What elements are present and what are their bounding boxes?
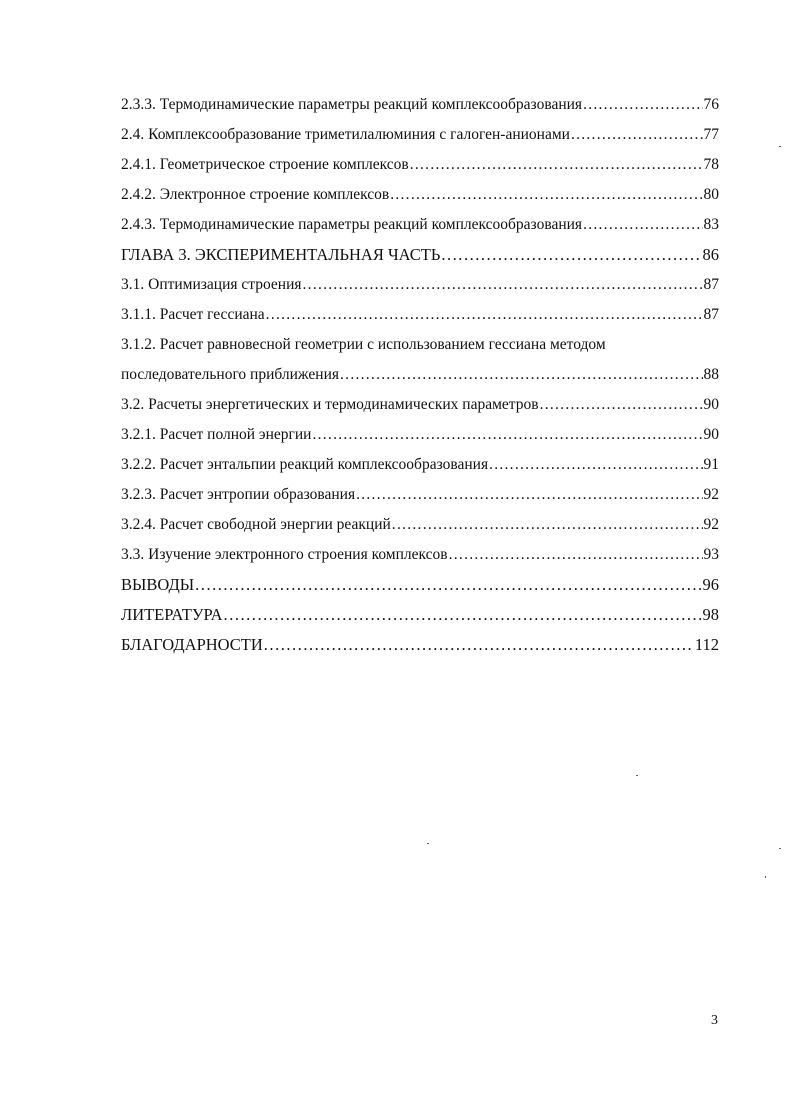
dot-leader	[303, 270, 703, 300]
dot-leader	[441, 240, 701, 270]
toc-entry-title: ВЫВОДЫ	[121, 575, 195, 594]
toc-entry	[121, 270, 719, 300]
toc-entry-chapter	[121, 600, 719, 630]
toc-entry-page: 87	[703, 276, 719, 293]
toc-entry-first-line	[121, 330, 719, 360]
toc-entry	[121, 390, 719, 420]
toc-entry-page: 87	[703, 306, 719, 323]
scan-speck	[779, 146, 781, 147]
toc-entry	[121, 90, 719, 120]
toc-entry-chapter	[121, 240, 719, 270]
toc-entry-title: 3.2.1. Расчет полной энергии	[121, 426, 312, 443]
dot-leader	[390, 180, 702, 210]
toc-entry-title: 2.4.3. Термодинамические параметры реакций комплексообразования	[121, 216, 583, 233]
dot-leader	[224, 600, 702, 630]
dot-leader	[264, 630, 694, 660]
page-number: 3	[711, 1013, 718, 1028]
toc-entry	[121, 540, 719, 570]
toc-entry-title: 3.2. Расчеты энергетических и термодинамических параметров	[121, 396, 539, 413]
toc-entry-title: 3.3. Изучение электронного строения комплексов	[121, 546, 448, 563]
toc-entry-page: 80	[703, 186, 719, 203]
toc-entry-title: 3.2.2. Расчет энтальпии реакций комплексообразования	[121, 456, 489, 473]
scan-speck	[636, 775, 638, 776]
toc-entry-page: 93	[703, 546, 719, 563]
toc-entry-page: 77	[703, 126, 719, 143]
toc-entry	[121, 420, 719, 450]
dot-leader	[392, 510, 703, 540]
toc-entry-page: 86	[702, 245, 719, 264]
dot-leader	[266, 300, 703, 330]
toc-entry	[121, 120, 719, 150]
toc-entry-title: ГЛАВА 3. ЭКСПЕРИМЕНТАЛЬНАЯ ЧАСТЬ	[121, 245, 441, 264]
dot-leader	[340, 360, 702, 390]
dot-leader	[410, 150, 703, 180]
toc-entry-title: 2.4. Комплексообразование триметилалюминия с галоген-анионами	[121, 126, 570, 143]
toc-entry-page: 92	[703, 516, 719, 533]
toc-entry-title: 3.2.4. Расчет свободной энергии реакций	[121, 516, 391, 533]
dot-leader	[583, 210, 702, 240]
toc-entry-page: 76	[703, 96, 719, 113]
toc-entry-chapter	[121, 570, 719, 600]
dot-leader	[312, 420, 702, 450]
toc-entry	[121, 300, 719, 330]
toc-entry-page: 92	[703, 486, 719, 503]
toc-entry-page: 88	[703, 366, 719, 383]
toc-entry-title-line1: 3.1.2. Расчет равновесной геометрии с использованием гессиана методом	[121, 336, 606, 353]
toc-entry	[121, 480, 719, 510]
toc-entry-title: БЛАГОДАРНОСТИ	[121, 635, 263, 654]
toc-entry	[121, 180, 719, 210]
toc-entry-title: 3.1. Оптимизация строения	[121, 276, 302, 293]
toc-entry-page: 98	[702, 605, 719, 624]
toc-entry-title: 2.3.3. Термодинамические параметры реакций комплексообразования	[121, 96, 583, 113]
dot-leader	[356, 480, 702, 510]
toc-entry-page: 90	[703, 396, 719, 413]
scan-speck	[427, 843, 429, 844]
dot-leader	[571, 120, 703, 150]
scan-speck	[779, 848, 781, 849]
toc-entry-page: 78	[703, 156, 719, 173]
toc-entry-title: 3.2.3. Расчет энтропии образования	[121, 486, 356, 503]
toc-entry-title: 2.4.1. Геометрическое строение комплексов	[121, 156, 409, 173]
toc-entry	[121, 450, 719, 480]
scan-speck	[765, 876, 766, 878]
dot-leader	[583, 90, 702, 120]
toc-entry-page: 90	[703, 426, 719, 443]
dot-leader	[489, 450, 702, 480]
toc-entry-title: 2.4.2. Электронное строение комплексов	[121, 186, 390, 203]
toc-entry-page: 96	[702, 575, 719, 594]
toc-entry-title: последовательного приближения	[121, 366, 340, 383]
toc-entry	[121, 510, 719, 540]
toc-entry-title: ЛИТЕРАТУРА	[121, 605, 223, 624]
toc-entry	[121, 360, 719, 390]
toc-entry-title: 3.1.1. Расчет гессиана	[121, 306, 265, 323]
toc-entry-page: 83	[703, 216, 719, 233]
table-of-contents	[121, 90, 719, 660]
toc-entry-page: 91	[703, 456, 719, 473]
toc-entry-chapter	[121, 630, 719, 660]
toc-entry	[121, 150, 719, 180]
toc-entry	[121, 210, 719, 240]
dot-leader	[540, 390, 703, 420]
dot-leader	[195, 570, 701, 600]
toc-entry-page: 112	[694, 635, 719, 654]
dot-leader	[449, 540, 703, 570]
